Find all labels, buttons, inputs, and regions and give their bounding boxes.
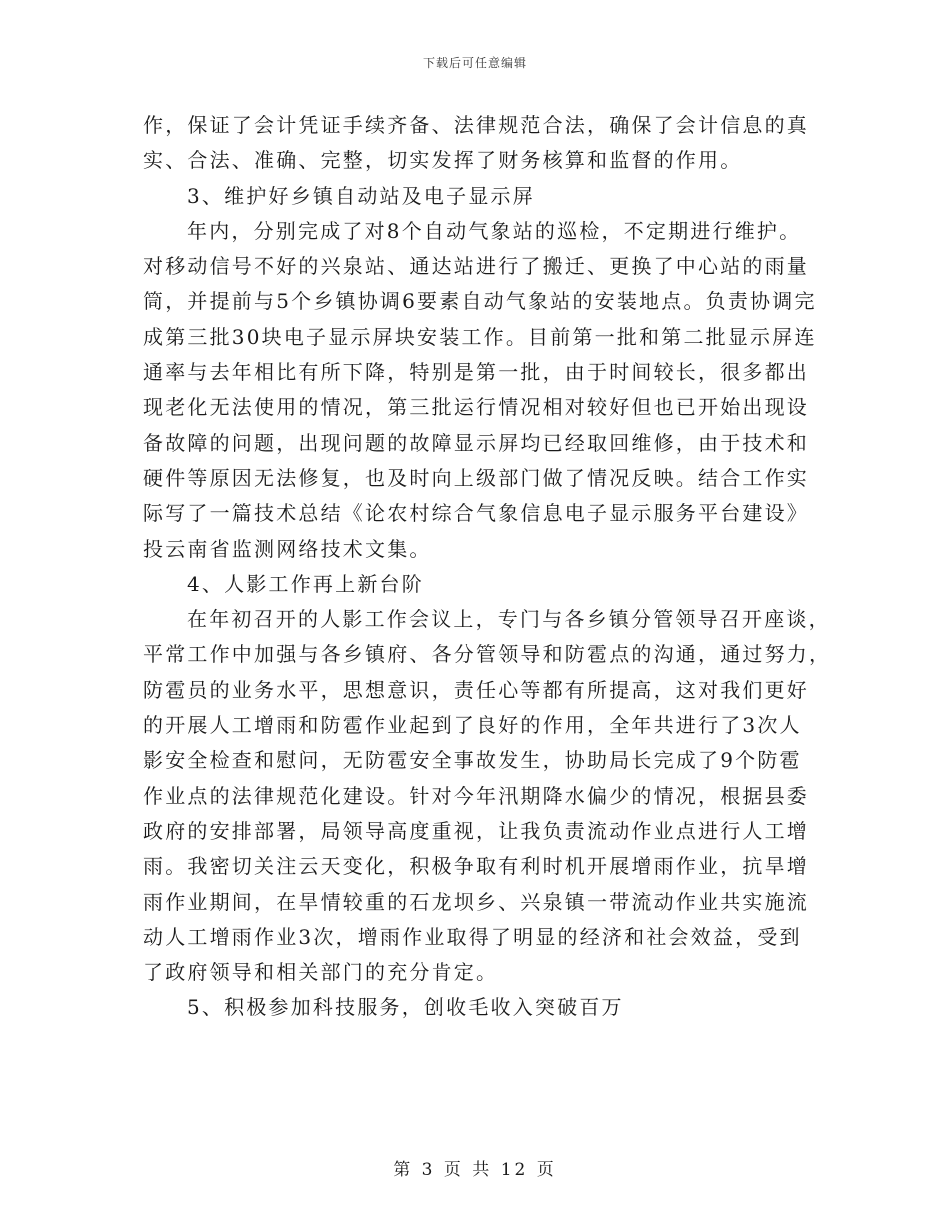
body-line: 雨作业期间，在旱情较重的石龙坝乡、兴泉镇一带流动作业共实施流 <box>143 889 809 914</box>
body-line: 动人工增雨作业3次，增雨作业取得了明显的经济和社会效益，受到 <box>143 924 802 949</box>
body-line: 通率与去年相比有所下降，特别是第一批，由于时间较长，很多都出 <box>143 360 809 385</box>
body-line: 在年初召开的人影工作会议上，专门与各乡镇分管领导召开座谈， <box>187 607 831 632</box>
body-line: 雨。我密切关注云天变化，积极争取有利时机开展增雨作业，抗旱增 <box>143 854 809 879</box>
body-line: 现老化无法使用的情况，第三批运行情况相对较好但也已开始出现设 <box>143 395 809 420</box>
body-line: 政府的安排部署，局领导高度重视，让我负责流动作业点进行人工增 <box>143 818 809 843</box>
body-line: 的开展人工增雨和防雹作业起到了良好的作用，全年共进行了3次人 <box>143 713 802 738</box>
body-line: 备故障的问题，出现问题的故障显示屏均已经取回维修，由于技术和 <box>143 430 809 455</box>
body-line: 筒，并提前与5个乡镇协调6要素自动气象站的安装地点。负责协调完 <box>143 289 817 314</box>
body-line: 实、合法、准确、完整，切实发挥了财务核算和监督的作用。 <box>143 148 743 173</box>
body-line: 作，保证了会计凭证手续齐备、法律规范合法，确保了会计信息的真 <box>143 113 809 137</box>
body-line: 了政府领导和相关部门的充分肯定。 <box>143 960 499 985</box>
body-line: 年内，分别完成了对8个自动气象站的巡检，不定期进行维护。 <box>187 218 802 243</box>
body-line: 投云南省监测网络技术文集。 <box>143 536 432 561</box>
body-line: 成第三批30块电子显示屏块安装工作。目前第一批和第二批显示屏连 <box>143 324 817 349</box>
page-header: 下载后可任意编辑 <box>422 56 527 70</box>
body-line: 防雹员的业务水平，思想意识，责任心等都有所提高，这对我们更好 <box>143 677 809 702</box>
section-heading: 5、积极参加科技服务，创收毛收入突破百万 <box>187 995 624 1020</box>
page-number: 第 3 页 共 12 页 <box>393 1160 557 1180</box>
body-line: 平常工作中加强与各乡镇府、各分管领导和防雹点的沟通，通过努力， <box>143 642 832 667</box>
body-line: 对移动信号不好的兴泉站、通达站进行了搬迁、更换了中心站的雨量 <box>143 254 809 279</box>
body-line: 硬件等原因无法修复，也及时向上级部门做了情况反映。结合工作实 <box>143 465 809 490</box>
document-body <box>143 108 832 1026</box>
section-heading: 3、维护好乡镇自动站及电子显示屏 <box>187 183 535 208</box>
body-line: 作业点的法律规范化建设。针对今年汛期降水偏少的情况，根据县委 <box>143 783 809 808</box>
section-heading: 4、人影工作再上新台阶 <box>187 571 424 596</box>
body-line: 际写了一篇技术总结《论农村综合气象信息电子显示服务平台建设》 <box>143 501 809 526</box>
body-line: 影安全检查和慰问，无防雹安全事故发生，协助局长完成了9个防雹 <box>143 748 802 773</box>
